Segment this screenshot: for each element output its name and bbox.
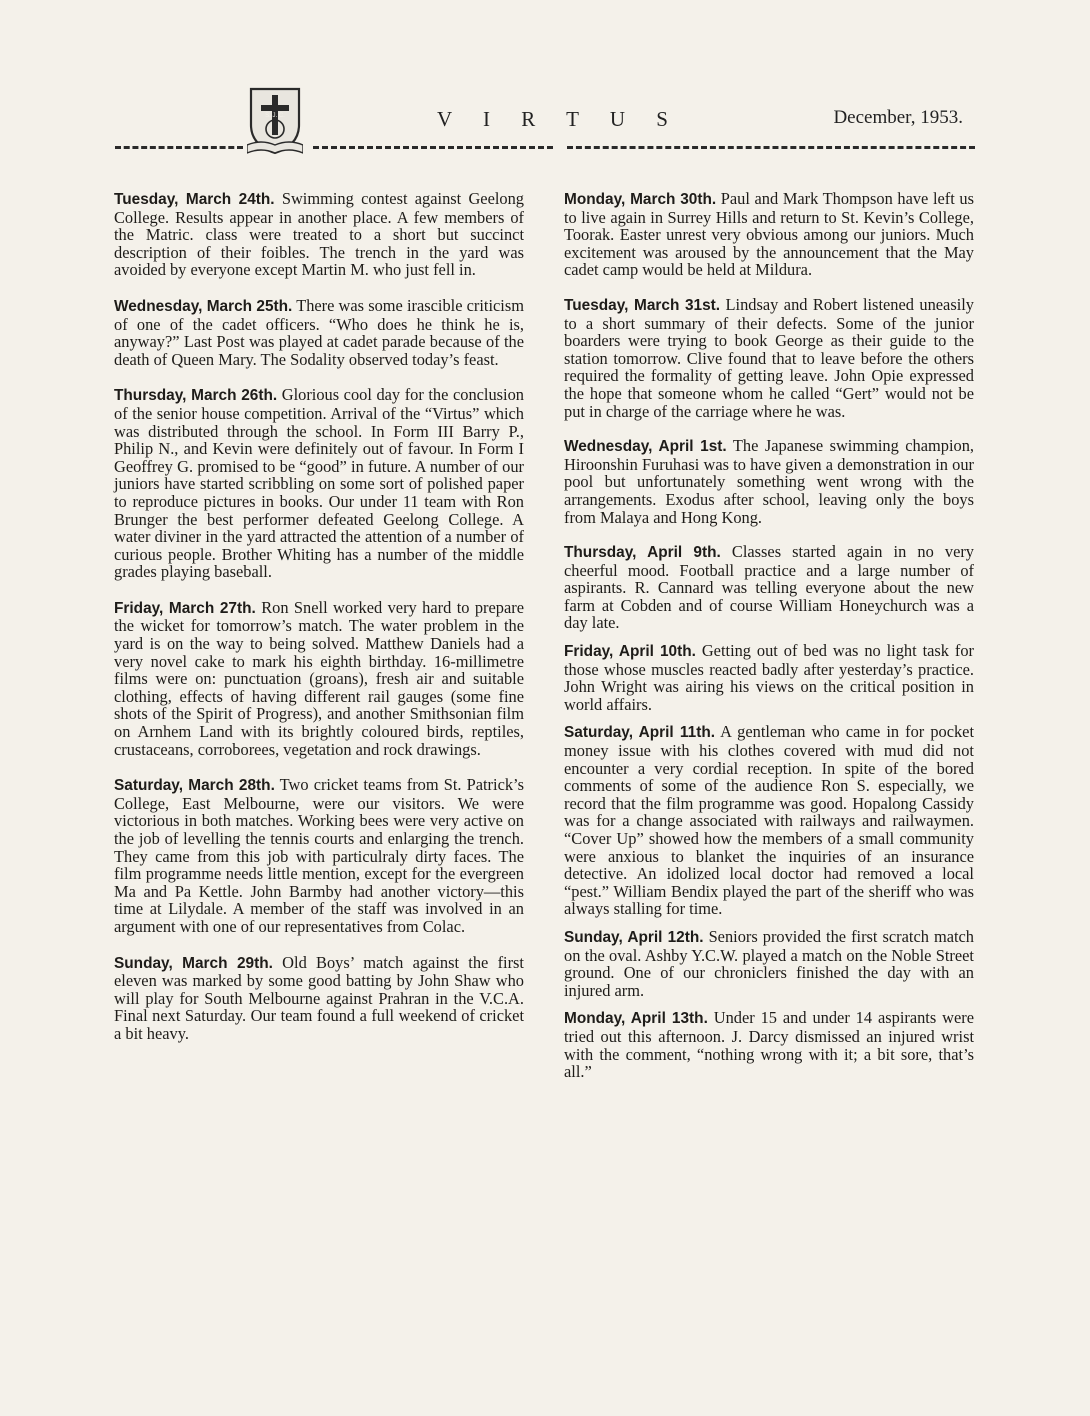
entry-text: Under 15 and under 14 aspirants were tried out this afternoon. J. Darcy dismissed an injured wrist with the comment, “nothing wrong with it; a bit sore, that’s all.” — [564, 1008, 974, 1082]
entry-date: Sunday, April 12th. — [564, 928, 704, 946]
entry-date: Thursday, March 26th. — [114, 387, 278, 405]
entry-text: Classes started again in no very cheerful mood. Football practice and a large number of aspirants. R. Cannard was telling everyone about the new farm at Cobden and of course William Honeychurch was a day late. — [564, 542, 974, 633]
diary-entry — [114, 776, 524, 935]
entry-text: Seniors provided the first scratch match on the oval. Ashby Y.C.W. played a match on the Noble Street ground. One of our chroniclers finished the day with an injured arm. — [564, 926, 974, 1000]
entry-date: Sunday, March 29th. — [114, 954, 273, 972]
entry-text: Lindsay and Robert listened uneasily to a short summary of their defects. Some of the junior boarders were trying to book George as their guide to the station tomorrow. Clive found that to leave before the others required the formality of getting leave. John Opie expressed the hope that someone whom he called “Gert” would not be put in charge of the carriage where he was. — [564, 294, 974, 421]
diary-entry — [114, 954, 524, 1043]
diary-entry — [564, 437, 974, 526]
magazine-title: V I R T U S — [437, 107, 681, 131]
entry-text: Old Boys’ match against the first eleven was marked by some good batting by John Shaw who will play for South Melbourne against Prahran in the V.C.A. Final next Saturday. Our team found a full weekend of cricket a bit heavy. — [114, 952, 524, 1043]
diary-entry — [114, 190, 524, 279]
header-rule-right — [567, 146, 975, 149]
entry-text: The Japanese swimming champion, Hiroonshin Furuhasi was to have given a demonstration in our pool but unfortunately something went wrong with the arrangements. Exodus after school, leaving only the boys from Malaya and Hong Kong. — [564, 436, 974, 527]
diary-entry — [564, 190, 974, 279]
entry-date: Monday, March 30th. — [564, 191, 717, 208]
entry-date: Monday, April 13th. — [564, 1010, 708, 1028]
school-crest-icon — [247, 85, 303, 157]
left-column — [114, 190, 524, 1061]
diary-entry — [564, 723, 974, 918]
entry-text: A gentleman who came in for pocket money issue with his clothes covered with mud did not encounter a very cordial reception. In spite of the bored comments of some of the audience Ron S. especially, we record that the film programme was good. Hopalong Cassidy was for a change associated with railways and railwaymen. “Cover Up” showed how the members of a small community were anxious to blanket the inquiries of an insurance detective. An idolized local doctor had removed a local “pest.” William Bendix played the part of the sheriff who was always stalling for time. — [564, 722, 975, 919]
entry-date: Friday, March 27th. — [114, 599, 256, 617]
entry-date: Tuesday, March 31st. — [564, 296, 721, 314]
entry-text: Glorious cool day for the conclusion of the senior house competition. Arrival of the “Virtus” which was distributed through the school. In Form III Barry P., Philip N., and Kevin were definitely out of favour. In Form I Geoffrey G. promised to be “good” in future. A number of our juniors have started scribbling on some sort of polished paper to reproduce pictures in books. Our under 11 team with Ron Brunger the best performer defeated Geelong College. A water diviner in the yard attracted the attention of a number of curious people. Brother Whiting has a number of the middle grades playing baseball. — [114, 385, 524, 582]
entry-text: There was some irascible criticism of one of the cadet officers. “Who does he think he is, anyway?” Last Post was played at cadet parade because of the death of Queen Mary. The Sodality observed today’s feast. — [114, 295, 524, 369]
diary-entry — [114, 386, 524, 581]
right-column — [564, 190, 974, 1091]
diary-entry — [564, 928, 974, 999]
diary-entry — [564, 543, 974, 632]
header-rule-middle — [313, 146, 553, 149]
diary-entry — [114, 297, 524, 368]
entry-date: Friday, April 10th. — [564, 643, 696, 661]
entry-date: Thursday, April 9th. — [564, 544, 721, 562]
entry-text: Ron Snell worked very hard to prepare the wicket for tomorrow’s match. The water problem in the yard is on the way to being solved. Matthew Daniels had a very novel cake to mark his eighth birthday. 16-millimetre films were on: punctuation (groans), fresh air and suitable clothing, effects of having different rail gauges (some fine shots of the Spirit of Progress), and another Smithsonian film on Arnhem Land with its brightly coloured birds, reptiles, crustaceans, corroborees, vegetation and rock drawings. — [114, 597, 524, 759]
header-rule-left — [115, 146, 243, 149]
entry-text: Two cricket teams from St. Patrick’s College, East Melbourne, were our visitors. We were victorious in both matches. Working bees were very active on the job of levelling the tennis courts and enlarging the trench. They came from this job with particulraly dirty faces. The film programme needs little mention, except for the evergreen Ma and Pa Kettle. John Barmby had another victory—this time at Lilydale. A member of the staff was involved in an argument with one of our representatives from Colac. — [114, 775, 524, 936]
diary-entry — [564, 296, 974, 420]
diary-entry — [114, 599, 524, 758]
entry-text: Paul and Mark Thompson have left us to live again in Surrey Hills and return to St. Kevin’s College, Toorak. Easter unrest very obvious among our juniors. Much excitement was aroused by the announcement that the May cadet camp would be held at Mildura. — [564, 189, 974, 280]
entry-text: Getting out of bed was no light task for those whose muscles reacted badly after yesterday’s practice. John Wright was airing his views on the critical position in world affairs. — [564, 641, 975, 714]
crest-lettering: S. J. C. — [265, 113, 285, 119]
diary-entry — [564, 1009, 974, 1080]
masthead — [115, 85, 975, 165]
entry-date: Wednesday, April 1st. — [564, 438, 727, 456]
entry-text: Swimming contest against Geelong College. Results appear in another place. A few members of the Matric. class were treated to a short but succinct description of their foibles. The trench in the yard was avoided by everyone except Martin M. who just fell in. — [114, 189, 524, 280]
entry-date: Saturday, April 11th. — [564, 724, 716, 742]
entry-date: Wednesday, March 25th. — [114, 297, 293, 315]
diary-entry — [564, 642, 974, 713]
entry-date: Saturday, March 28th. — [114, 777, 275, 795]
entry-date: Tuesday, March 24th. — [114, 191, 275, 208]
issue-date: December, 1953. — [833, 107, 963, 128]
